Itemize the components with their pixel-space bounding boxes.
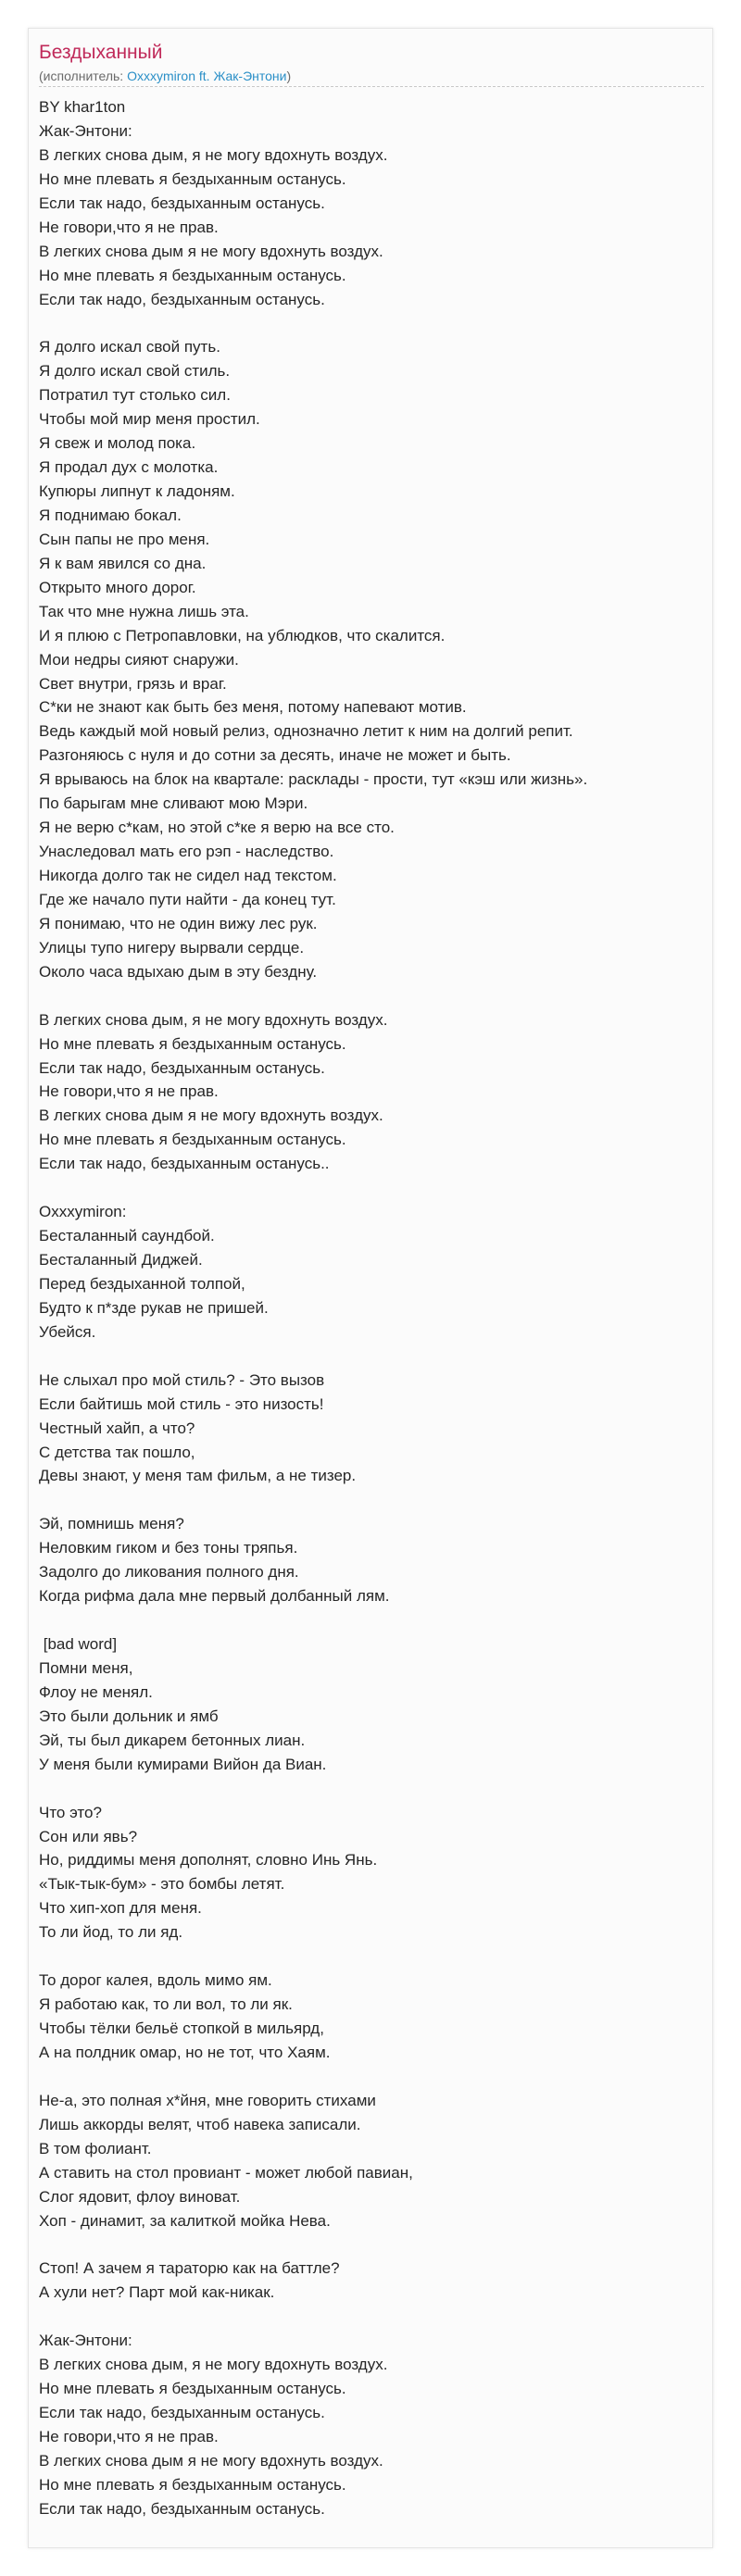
lyric-line: Но мне плевать я бездыханным останусь. xyxy=(39,2380,346,2398)
lyric-line: И я плюю с Петропавловки, на ублюдков, что скалится. xyxy=(39,626,446,644)
lyric-line: Стоп! А зачем я тараторю как на баттле? xyxy=(39,2259,340,2278)
song-title: Бездыханный xyxy=(39,42,163,63)
lyric-line: Если так надо, бездыханным останусь. xyxy=(39,194,325,212)
lyric-line: Свет внутри, грязь и враг. xyxy=(39,674,227,693)
lyric-line xyxy=(39,1176,706,1200)
lyric-line: Будто к п*зде рукав не пришей. xyxy=(39,1298,269,1317)
lyric-line: Не говори,что я не прав. xyxy=(39,2427,219,2445)
lyric-line: Это были дольник и ямб xyxy=(39,1707,219,1725)
lyric-line: По барыгам мне сливают мою Мэри. xyxy=(39,794,308,813)
lyric-line: Я поднимаю бокал. xyxy=(39,506,182,524)
lyric-line: Жак-Энтони: xyxy=(39,2332,132,2350)
lyric-line: С детства так пошло, xyxy=(39,1443,195,1461)
lyric-line: Я продал дух с молотка. xyxy=(39,458,219,477)
lyric-line: Но мне плевать я бездыханным останусь. xyxy=(39,2475,346,2494)
lyric-line: [bad word] xyxy=(39,1635,118,1653)
lyric-line: Слог ядовит, флоу виноват. xyxy=(39,2187,241,2206)
lyric-line xyxy=(39,1488,706,1512)
lyric-line xyxy=(39,1608,706,1632)
lyric-line: Бесталанный саундбой. xyxy=(39,1227,215,1245)
lyric-line: Я долго искал свой путь. xyxy=(39,338,220,356)
lyric-line xyxy=(39,984,706,1008)
lyric-line xyxy=(39,2232,706,2257)
lyric-line: Бесталанный Диджей. xyxy=(39,1251,203,1269)
lyric-line: Улицы тупо нигеру вырвали сердце. xyxy=(39,938,305,957)
lyric-line: Около часа вдыхаю дым в эту бездну. xyxy=(39,962,318,981)
lyric-line: Oxxxymiron: xyxy=(39,1203,127,1221)
lyric-line: Так что мне нужна лишь эта. xyxy=(39,602,249,620)
lyric-line: В том фолиант. xyxy=(39,2139,152,2157)
lyric-line xyxy=(39,1344,706,1369)
lyric-line: С*ки не знают как быть без меня, потому напевают мотив. xyxy=(39,698,467,717)
lyric-line: Если так надо, бездыханным останусь. xyxy=(39,2404,325,2421)
lyric-line: Эй, помнишь меня? xyxy=(39,1515,184,1533)
lyric-line: Разгоняюсь с нуля и до сотни за десять, иначе не может и быть. xyxy=(39,746,511,765)
lyric-line: Я свеж и молод пока. xyxy=(39,434,196,453)
lyric-line: Я к вам явился со дна. xyxy=(39,554,207,572)
lyric-line xyxy=(39,1945,706,1969)
lyric-line xyxy=(39,2305,706,2329)
lyric-line: Ведь каждый мой новый релиз, однозначно летит к ним на долгий репит. xyxy=(39,722,573,741)
lyric-line: BY khar1ton xyxy=(39,98,126,116)
lyric-line: Девы знают, у меня там фильм, а не тизер. xyxy=(39,1467,357,1485)
lyric-line: Если так надо, бездыханным останусь. xyxy=(39,1058,325,1077)
lyric-line: Я врываюсь на блок на квартале: расклады - прости, тут «кэш или жизнь». xyxy=(39,770,588,789)
lyric-line: Но мне плевать я бездыханным останусь. xyxy=(39,1131,346,1149)
lyric-line: Если так надо, бездыханным останусь. xyxy=(39,2499,325,2518)
lyric-line: В легких снова дым, я не могу вдохнуть воздух. xyxy=(39,1010,388,1029)
lyric-line: То дорог калея, вдоль мимо ям. xyxy=(39,1971,272,1990)
lyric-line: Не говори,что я не прав. xyxy=(39,1082,219,1101)
lyric-line: Никогда долго так не сидел над текстом. xyxy=(39,867,337,884)
lyric-line: А хули нет? Парт мой как-никак. xyxy=(39,2283,275,2302)
lyric-line xyxy=(39,2065,706,2089)
lyric-line: Неловким гиком и без тоны тряпья. xyxy=(39,1539,298,1557)
lyric-line: Но мне плевать я бездыханным останусь. xyxy=(39,1034,346,1053)
lyric-line: «Тык-тык-бум» - это бомбы летят. xyxy=(39,1875,285,1894)
lyric-line: Флоу не менял. xyxy=(39,1682,153,1701)
lyric-line: Где же начало пути найти - да конец тут. xyxy=(39,890,336,908)
lyric-line: В легких снова дым я не могу вдохнуть воздух. xyxy=(39,242,383,260)
lyric-line: То ли йод, то ли яд. xyxy=(39,1923,183,1942)
lyric-line: Что хип-хоп для меня. xyxy=(39,1899,202,1918)
lyric-line: Но мне плевать я бездыханным останусь. xyxy=(39,169,346,188)
lyric-line xyxy=(39,311,706,335)
lyric-line: Мои недры сияют снаружи. xyxy=(39,650,239,669)
artist-link[interactable]: Oxxxymiron ft. Жак-Энтони xyxy=(127,69,287,83)
lyric-line: Купюры липнут к ладоням. xyxy=(39,482,235,500)
lyric-line: В легких снова дым я не могу вдохнуть воздух. xyxy=(39,1107,383,1125)
lyric-line: Чтобы тёлки бельё стопкой в мильярд, xyxy=(39,2020,324,2037)
lyric-line: Не говори,что я не прав. xyxy=(39,218,219,236)
lyric-line xyxy=(39,1777,706,1801)
lyric-line: Эй, ты был дикарем бетонных лиан. xyxy=(39,1731,306,1749)
lyric-line: Я не верю с*кам, но этой с*ке я верю на все сто. xyxy=(39,819,395,837)
lyric-line: Честный хайп, а что? xyxy=(39,1419,195,1437)
lyric-line: В легких снова дым я не могу вдохнуть воздух. xyxy=(39,2451,383,2470)
lyric-line: Если так надо, бездыханным останусь. xyxy=(39,290,325,308)
artist-suffix: ) xyxy=(286,69,292,83)
lyric-line: Что это? xyxy=(39,1803,102,1821)
lyric-line: Но, риддимы меня дополнят, словно Инь Янь. xyxy=(39,1851,378,1869)
lyrics-card xyxy=(28,28,713,2548)
lyric-line: Но мне плевать я бездыханным останусь. xyxy=(39,266,346,284)
lyric-line: А ставить на стол провиант - может любой павиан, xyxy=(39,2163,413,2182)
lyric-line: Потратил тут столько сил. xyxy=(39,386,231,405)
lyric-line: Не слыхал про мой стиль? - Это вызов xyxy=(39,1370,325,1389)
lyric-line: Чтобы мой мир меня простил. xyxy=(39,410,260,429)
artist-line xyxy=(39,69,291,83)
lyrics-text xyxy=(39,95,706,2521)
lyric-line: Хоп - динамит, за калиткой мойка Нева. xyxy=(39,2211,331,2230)
lyric-line: Убейся. xyxy=(39,1322,96,1341)
lyric-line: Я долго искал свой стиль. xyxy=(39,362,231,381)
lyric-line: В легких снова дым, я не могу вдохнуть воздух. xyxy=(39,2356,388,2374)
lyric-line: Я понимаю, что не один вижу лес рук. xyxy=(39,914,318,932)
lyric-line: А на полдник омар, но не тот, что Хаям. xyxy=(39,2043,331,2061)
lyric-line: В легких снова дым, я не могу вдохнуть воздух. xyxy=(39,145,388,164)
lyric-line: Не-а, это полная х*йня, мне говорить стихами xyxy=(39,2091,376,2109)
lyric-line: Когда рифма дала мне первый долбанный лям. xyxy=(39,1587,390,1606)
lyric-line: Сон или явь? xyxy=(39,1827,138,1845)
lyric-line: Помни меня, xyxy=(39,1658,133,1677)
divider xyxy=(39,86,704,87)
lyric-line: Открыто много дорог. xyxy=(39,578,196,596)
lyric-line: Перед бездыханной толпой, xyxy=(39,1274,245,1293)
lyric-line: Жак-Энтони: xyxy=(39,121,132,140)
lyric-line: Если байтишь мой стиль - это низость! xyxy=(39,1394,324,1413)
lyric-line: Сын папы не про меня. xyxy=(39,530,210,548)
lyric-line: У меня были кумирами Вийон да Виан. xyxy=(39,1755,327,1773)
artist-prefix: (исполнитель: xyxy=(39,69,128,83)
lyric-line: Задолго до ликования полного дня. xyxy=(39,1563,299,1582)
lyric-line: Лишь аккорды велят, чтоб навека записали. xyxy=(39,2115,361,2133)
lyric-line: Унаследовал мать его рэп - наследство. xyxy=(39,843,334,861)
lyric-line: Если так надо, бездыханным останусь.. xyxy=(39,1155,330,1173)
lyric-line: Я работаю как, то ли вол, то ли як. xyxy=(39,1995,293,2014)
